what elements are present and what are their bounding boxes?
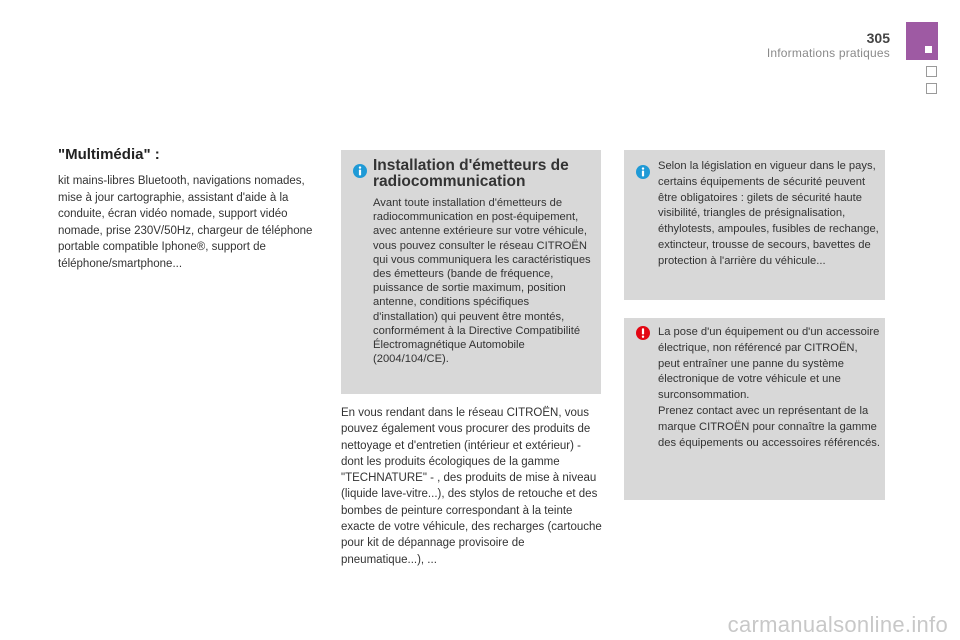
info-icon xyxy=(353,164,367,183)
page-number: 305 xyxy=(866,30,890,46)
citroen-network-text: En vous rendant dans le réseau CITROËN, vous pouvez également vous procurer des produits de nettoyage et d'entretien (intérieur et extérieur) - dont les produits écologiques de la gamme "TECHNATURE" - , des produits de mise à niveau (liquide lave-vitre...), des stylos de retouche et des bombes de peinture correspondant à la teinte exacte de votre véhicule, des recharges (cartouche pour kit de dépannage provisoire de pneumatique...), ... xyxy=(341,407,602,566)
watermark: carmanualsonline.info xyxy=(727,612,948,637)
multimedia-text: kit mains-libres Bluetooth, navigations nomades, mise à jour cartographie, assistant d'aide à la conduite, écran vidéo nomade, support vidéo nomade, prise 230V/50Hz, chargeur de téléphone portable compatible Iphone®, support de téléphone/smartphone... xyxy=(58,175,313,270)
radio-installation-title: Installation d'émetteurs de radiocommunication xyxy=(373,157,569,190)
section-title: Informations pratiques xyxy=(766,46,890,60)
chapter-tab-marker xyxy=(925,46,932,53)
chapter-tab-empty-box xyxy=(926,66,937,77)
multimedia-section xyxy=(58,146,318,272)
accessory-warning-box xyxy=(624,318,885,500)
warning-icon xyxy=(636,326,650,345)
accessory-warning-text: La pose d'un équipement ou d'un accessoire électrique, non référencé par CITROËN, peut entraîner une panne du système électronique de votre véhicule et une surconsommation. Prenez contact avec un représentant de la marque CITROËN pour connaître la gamme des équipements ou accessoires référencés. xyxy=(658,326,881,449)
info-icon xyxy=(636,165,650,184)
chapter-tab-empty-box xyxy=(926,83,937,94)
legislation-text: Selon la législation en vigueur dans le pays, certains équipements de sécurité peuvent être obligatoires : gilets de sécurité haute visibilité, triangles de présignalisation, éthylotests, ampoules, fusibles de rechange, extincteur, trousse de secours, bavettes de protection à l'arrière du véhicule... xyxy=(658,160,879,267)
chapter-tab xyxy=(906,22,938,60)
legislation-info-box xyxy=(624,150,885,300)
multimedia-heading: "Multimédia" : xyxy=(58,146,160,163)
radio-installation-box xyxy=(341,150,601,394)
radio-installation-text: Avant toute installation d'émetteurs de radiocommunication en post-équipement, avec antenne extérieure sur votre véhicule, vous pouvez consulter le réseau CITROËN qui vous communiquera les caractéristiques des émetteurs (bande de fréquence, puissance de sortie maximum, position antenne, conditions spécifiques d'installation) qui peuvent être montés, conformément à la Directive Compatibilité Électromagnétique Automobile (2004/104/CE). xyxy=(373,197,591,366)
